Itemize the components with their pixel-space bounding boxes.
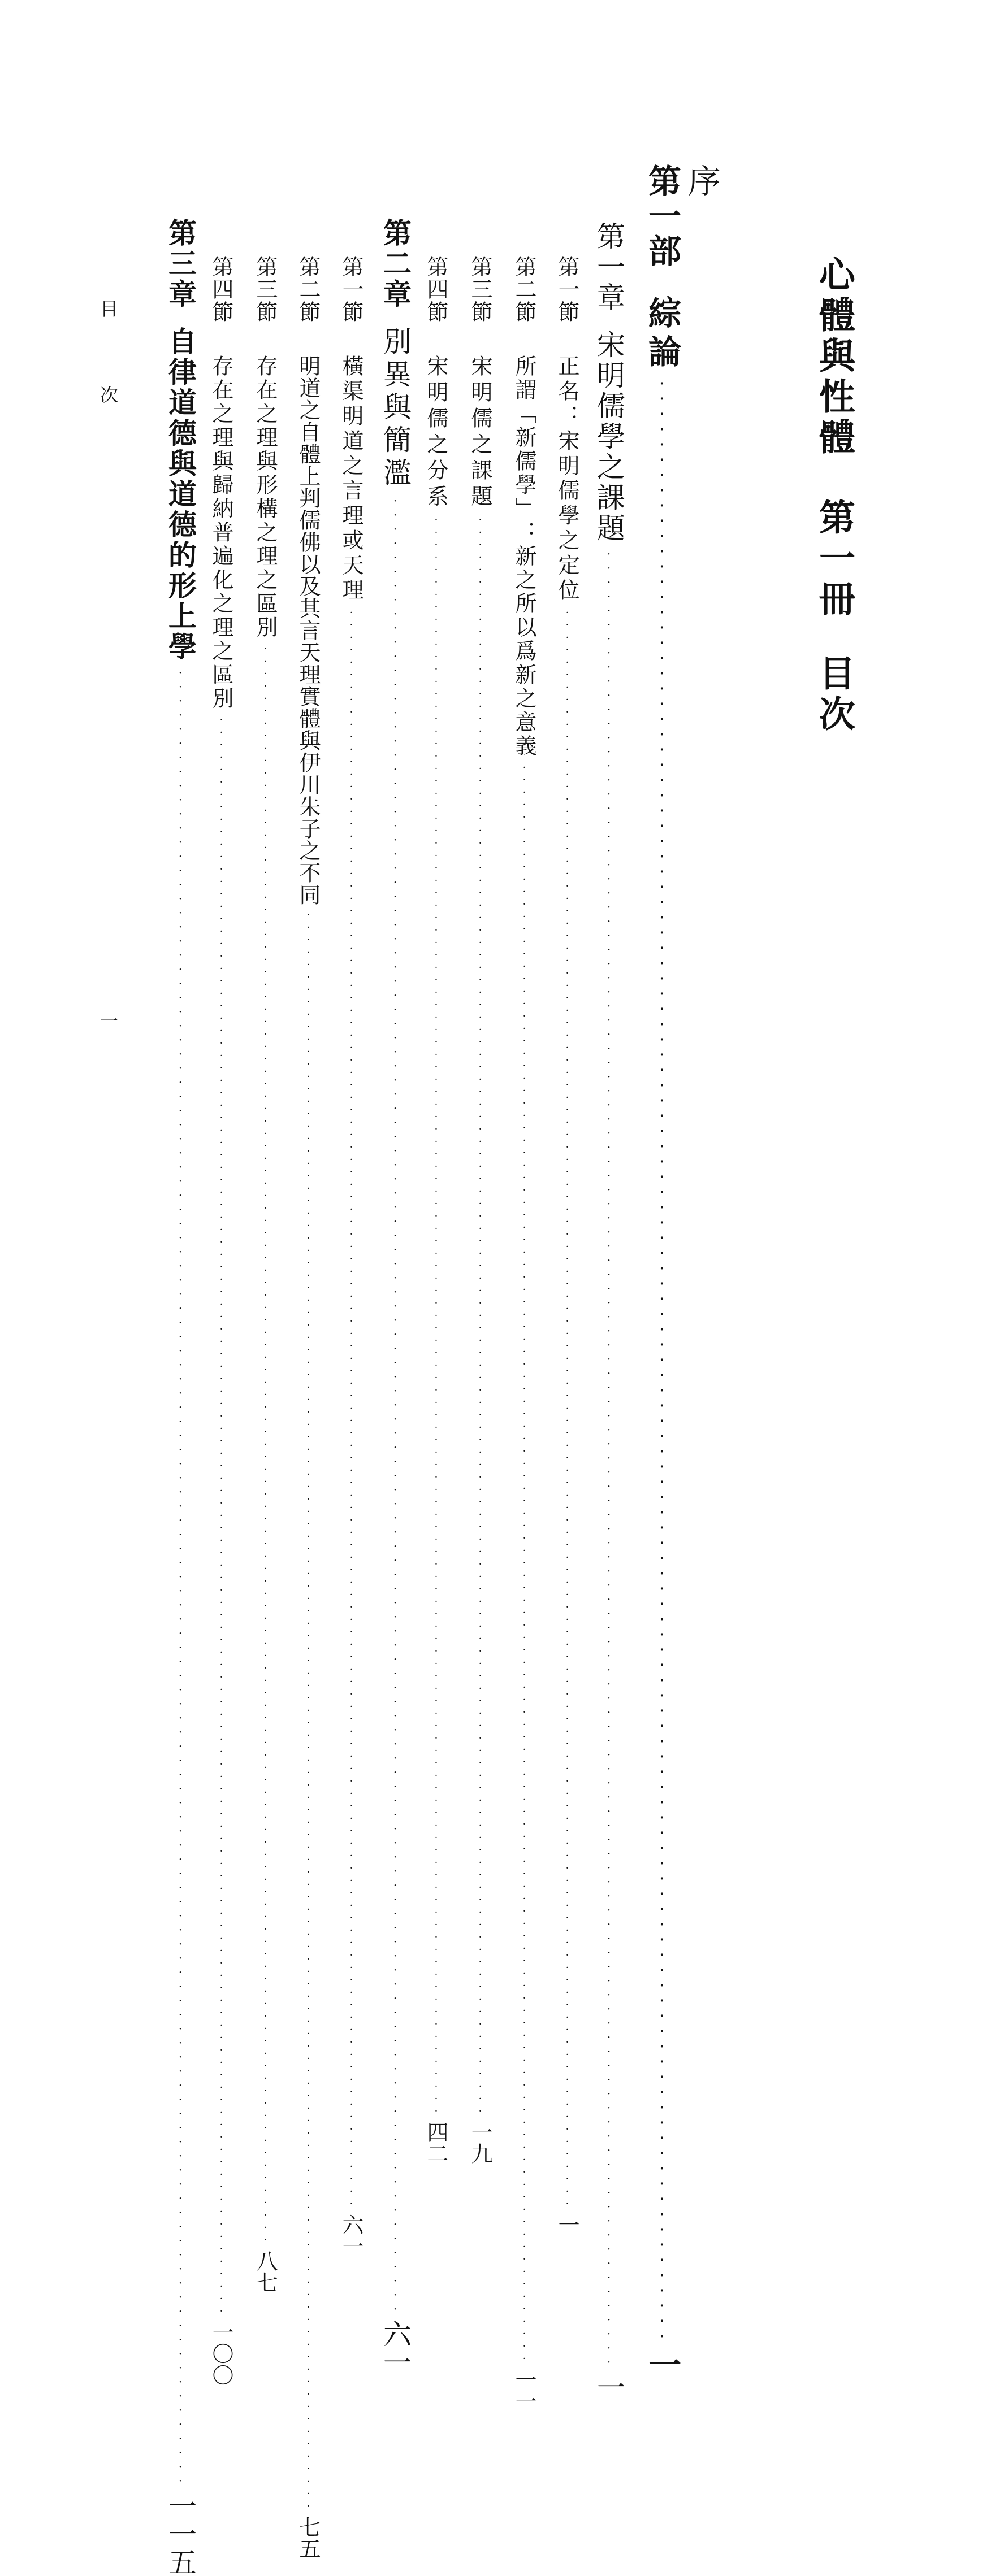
folio-number: 一 [97,1011,119,1029]
entry-title: 存在之理與歸納普遍化之理之區別 [209,355,233,711]
entry-label: 第三章 [164,218,197,310]
toc-entry-chapter-1 [588,221,629,2401]
page-number: 七五 [296,2516,321,2559]
entry-title: 橫渠明道之言理或天理 [339,355,363,603]
book-title [808,255,860,736]
dot-leader: ································································································································· [655,376,669,2344]
page-number: 一一 [512,2369,536,2412]
toc-entry-chapter-3 [160,218,201,2576]
part-label: 第一部 [643,164,681,269]
toc-heading: 目次 [813,654,855,736]
entry-label: 第一節 [339,255,363,323]
entry-title: 明道之自體上判儒佛以及其言天理實體與伊川朱子之不同 [296,355,321,906]
entry-label: 第四節 [209,255,233,323]
page-number: 一 [555,2214,579,2235]
entry-label: 第三節 [253,255,278,323]
dot-leader: ································································································································· [561,607,573,2210]
entry-label: 第三節 [468,255,492,323]
book-title-text: 心體與性體 [813,255,855,459]
dot-leader: ································································································································· [518,762,530,2365]
toc-entry-ch2-sec2 [293,255,324,2559]
dot-leader: ································································································································· [259,643,271,2247]
entry-label: 第二章 [379,218,412,310]
page-number: 一一五 [164,2491,197,2576]
entry-label: 第二節 [296,255,321,323]
folio [95,1011,121,1029]
entry-title: 存在之理與形構之理之區別 [253,355,278,640]
page-number: 八七 [253,2250,278,2293]
page-number: 一九 [468,2121,492,2164]
page-number: 六一 [379,2319,412,2376]
volume-label: 第一冊 [813,498,855,620]
entry-title: 宋明儒學之課題 [592,330,625,544]
page-number: 四二 [423,2121,448,2164]
toc-entry-ch2-sec4 [206,255,237,2386]
page-number: 一 [643,2348,681,2380]
page-number: 一〇〇 [209,2321,233,2386]
toc-entry-ch1-sec3 [465,255,496,2164]
dot-leader: ································································································································· [215,714,227,2318]
dot-leader: ································································································································· [474,514,486,2118]
dot-leader: ································································································································· [174,666,187,2488]
entry-title: 正名：宋明儒學之定位 [555,355,579,603]
entry-label: 第二節 [512,255,536,323]
toc-entry-ch1-sec1 [552,255,583,2235]
dot-leader: ································································································································· [602,547,616,2369]
entry-title: 宋明儒之課題 [468,355,492,511]
running-head [95,299,121,407]
entry-label: 第一節 [555,255,579,323]
dot-leader: ································································································································· [302,909,314,2513]
entry-title: 別異與簡濫 [379,327,412,490]
toc-entry-ch2-sec1 [336,255,367,2257]
preface-title: 序 [682,164,721,197]
running-head-text: 目 次 [97,299,119,407]
dot-leader: ································································································································· [345,607,357,2210]
entry-title: 自律道德與道德的形上學 [164,327,197,662]
page-number: 一 [592,2373,625,2401]
toc-entry-part-1 [638,164,686,2380]
dot-leader: ································································································································· [430,514,442,2118]
toc-entry-ch1-sec2 [509,255,540,2412]
entry-label: 第四節 [423,255,448,323]
page-number: 六一 [339,2214,363,2257]
toc-entry-ch2-sec3 [250,255,281,2293]
entry-title: 所謂「新儒學」：新之所以爲新之意義 [512,355,536,758]
entry-label: 第一章 [592,221,625,313]
toc-entry-ch1-sec4 [421,255,452,2164]
part-title: 綜論 [643,296,681,373]
dot-leader: ································································································································· [388,494,402,2316]
toc-entry-chapter-2 [375,218,416,2376]
entry-title: 宋明儒之分系 [423,355,448,511]
